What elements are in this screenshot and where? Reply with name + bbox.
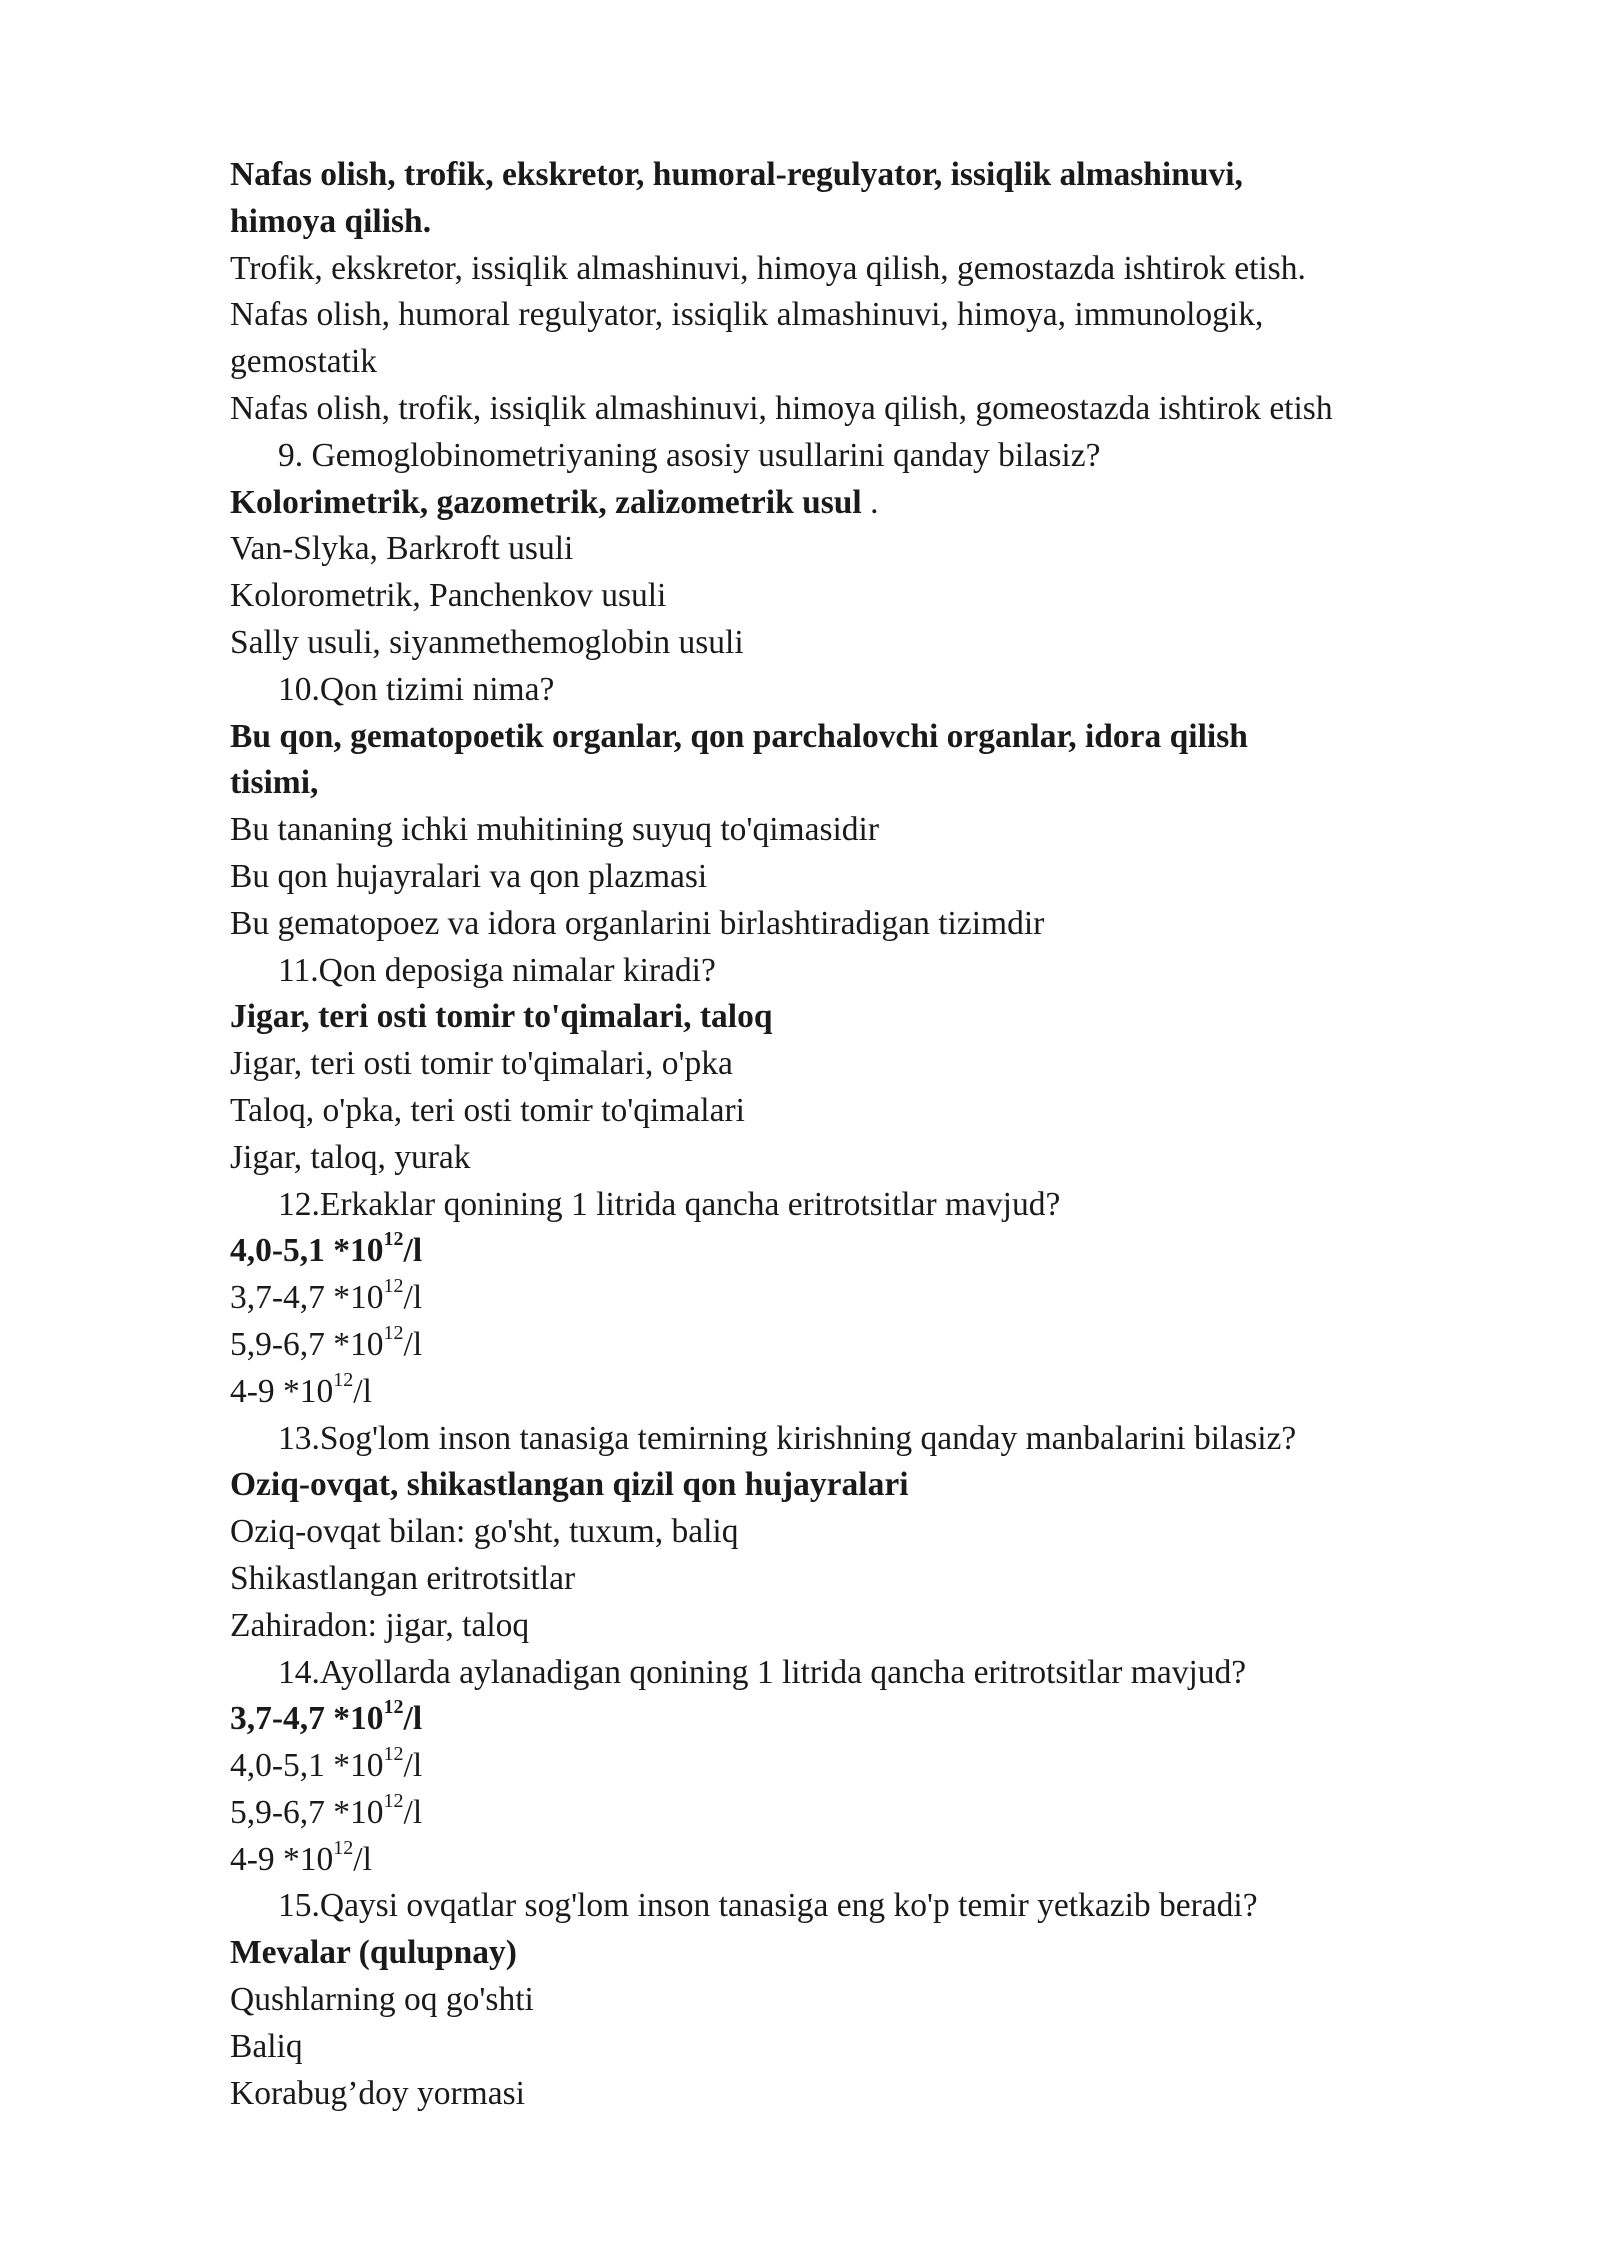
- exponent: 12: [383, 1228, 404, 1251]
- answer-line: [230, 2024, 1530, 2071]
- unit-suffix: /l: [403, 1700, 423, 1738]
- line-text: 11.Qon deposiga nimalar kiradi?: [278, 951, 716, 989]
- answer-line-bold: [230, 152, 1530, 199]
- line-text: 4,0-5,1 *10: [230, 1747, 384, 1785]
- line-text: tisimi,: [230, 764, 319, 802]
- line-text: Taloq, o'pka, teri osti tomir to'qimalari: [230, 1091, 745, 1129]
- answer-line-bold: [230, 199, 1530, 246]
- line-text: Mevalar (qulupnay): [230, 1934, 517, 1972]
- answer-line: [230, 854, 1530, 901]
- line-text: 9. Gemoglobinometriyaning asosiy usullarini qanday bilasiz?: [278, 436, 1101, 474]
- answer-line: [230, 1603, 1530, 1650]
- question-line: [230, 667, 1530, 714]
- answer-line: [230, 1275, 1530, 1322]
- line-text: Bu gematopoez va idora organlarini birlashtiradigan tizimdir: [230, 904, 1045, 942]
- exponent: 12: [333, 1836, 354, 1859]
- answer-line: [230, 620, 1530, 667]
- exponent: 12: [333, 1368, 354, 1391]
- line-text: 3,7-4,7 *10: [230, 1700, 384, 1738]
- answer-line-bold: [230, 1228, 1530, 1275]
- answer-line: [230, 807, 1530, 854]
- answer-line: [230, 1790, 1530, 1837]
- line-text: Jigar, teri osti tomir to'qimalari, o'pka: [230, 1045, 733, 1083]
- line-text: 4-9 *10: [230, 1840, 334, 1878]
- answer-line: [230, 246, 1530, 293]
- line-text: Nafas olish, humoral regulyator, issiqlik almashinuvi, himoya, immunologik,: [230, 296, 1264, 334]
- line-text: 3,7-4,7 *10: [230, 1279, 384, 1317]
- line-text: 12.Erkaklar qonining 1 litrida qancha eritrotsitlar mavjud?: [278, 1185, 1061, 1223]
- answer-line: [230, 1135, 1530, 1182]
- line-text: Sally usuli, siyanmethemoglobin usuli: [230, 623, 744, 661]
- line-text: himoya qilish.: [230, 202, 432, 240]
- line-text: Shikastlangan eritrotsitlar: [230, 1559, 576, 1597]
- question-line: [230, 1182, 1530, 1229]
- answer-line: [230, 386, 1530, 433]
- punctuation-suffix: .: [861, 483, 879, 521]
- line-text: Bu qon, gematopoetik organlar, qon parchalovchi organlar, idora qilish: [230, 717, 1248, 755]
- answer-line: [230, 1743, 1530, 1790]
- line-text: Nafas olish, trofik, ekskretor, humoral-regulyator, issiqlik almashinuvi,: [230, 156, 1243, 193]
- unit-suffix: /l: [353, 1840, 372, 1878]
- exponent: 12: [383, 1321, 404, 1344]
- answer-line-bold: [230, 1930, 1530, 1977]
- line-text: 13.Sog'lom inson tanasiga temirning kirishning qanday manbalarini bilasiz?: [278, 1419, 1297, 1457]
- line-text: Zahiradon: jigar, taloq: [230, 1606, 530, 1644]
- answer-line: [230, 339, 1530, 386]
- answer-line-bold: [230, 1462, 1530, 1509]
- unit-suffix: /l: [403, 1232, 423, 1270]
- question-line: [230, 1883, 1530, 1930]
- answer-line: [230, 1509, 1530, 1556]
- answer-line: [230, 526, 1530, 573]
- answer-line: [230, 573, 1530, 620]
- answer-line: [230, 1088, 1530, 1135]
- line-text: Trofik, ekskretor, issiqlik almashinuvi, himoya qilish, gemostazda ishtirok etish.: [230, 249, 1306, 287]
- question-line: [230, 1650, 1530, 1697]
- answer-line-bold: [230, 480, 1530, 527]
- line-text: Van-Slyka, Barkroft usuli: [230, 530, 574, 568]
- line-text: 4,0-5,1 *10: [230, 1232, 384, 1270]
- line-text: 14.Ayollarda aylanadigan qonining 1 litrida qancha eritrotsitlar mavjud?: [278, 1653, 1247, 1691]
- line-text: 15.Qaysi ovqatlar sog'lom inson tanasiga eng ko'p temir yetkazib beradi?: [278, 1887, 1258, 1925]
- question-line: [230, 1416, 1530, 1463]
- answer-line-bold: [230, 994, 1530, 1041]
- unit-suffix: /l: [403, 1747, 423, 1785]
- line-text: Baliq: [230, 2027, 303, 2065]
- line-text: Nafas olish, trofik, issiqlik almashinuvi, himoya qilish, gomeostazda ishtirok etish: [230, 389, 1333, 427]
- document-page: [230, 152, 1530, 2117]
- question-line: [230, 948, 1530, 995]
- line-text: Oziq-ovqat bilan: go'sht, tuxum, baliq: [230, 1513, 739, 1551]
- answer-line-bold: [230, 1696, 1530, 1743]
- line-text: 5,9-6,7 *10: [230, 1325, 384, 1363]
- answer-line: [230, 1369, 1530, 1416]
- line-text: Oziq-ovqat, shikastlangan qizil qon hujayralari: [230, 1466, 909, 1504]
- line-text: 4-9 *10: [230, 1372, 334, 1410]
- line-text: Qushlarning oq go'shti: [230, 1981, 534, 2019]
- answer-line-bold: [230, 760, 1530, 807]
- line-text: Jigar, taloq, yurak: [230, 1138, 471, 1176]
- answer-line: [230, 1837, 1530, 1884]
- exponent: 12: [383, 1789, 404, 1812]
- line-text: Jigar, teri osti tomir to'qimalari, taloq: [230, 998, 773, 1036]
- answer-line: [230, 1556, 1530, 1603]
- answer-line: [230, 2071, 1530, 2118]
- exponent: 12: [383, 1742, 404, 1765]
- answer-line: [230, 1041, 1530, 1088]
- answer-line: [230, 1322, 1530, 1369]
- unit-suffix: /l: [403, 1793, 423, 1831]
- exponent: 12: [383, 1274, 404, 1297]
- answer-line: [230, 292, 1530, 339]
- unit-suffix: /l: [353, 1372, 372, 1410]
- answer-line: [230, 901, 1530, 948]
- line-text: Bu tananing ichki muhitining suyuq to'qimasidir: [230, 811, 880, 849]
- question-line: [230, 433, 1530, 480]
- answer-line-bold: [230, 714, 1530, 761]
- line-text: gemostatik: [230, 343, 378, 381]
- answer-line: [230, 1977, 1530, 2024]
- line-text: Bu qon hujayralari va qon plazmasi: [230, 857, 708, 895]
- line-text: 10.Qon tizimi nima?: [278, 670, 555, 708]
- unit-suffix: /l: [403, 1279, 423, 1317]
- line-text: 5,9-6,7 *10: [230, 1793, 384, 1831]
- line-text: Kolorometrik, Panchenkov usuli: [230, 577, 667, 615]
- line-text: Korabug’doy yormasi: [230, 2074, 525, 2112]
- unit-suffix: /l: [403, 1325, 423, 1363]
- exponent: 12: [383, 1696, 404, 1719]
- line-text: Kolorimetrik, gazometrik, zalizometrik usul: [230, 483, 862, 521]
